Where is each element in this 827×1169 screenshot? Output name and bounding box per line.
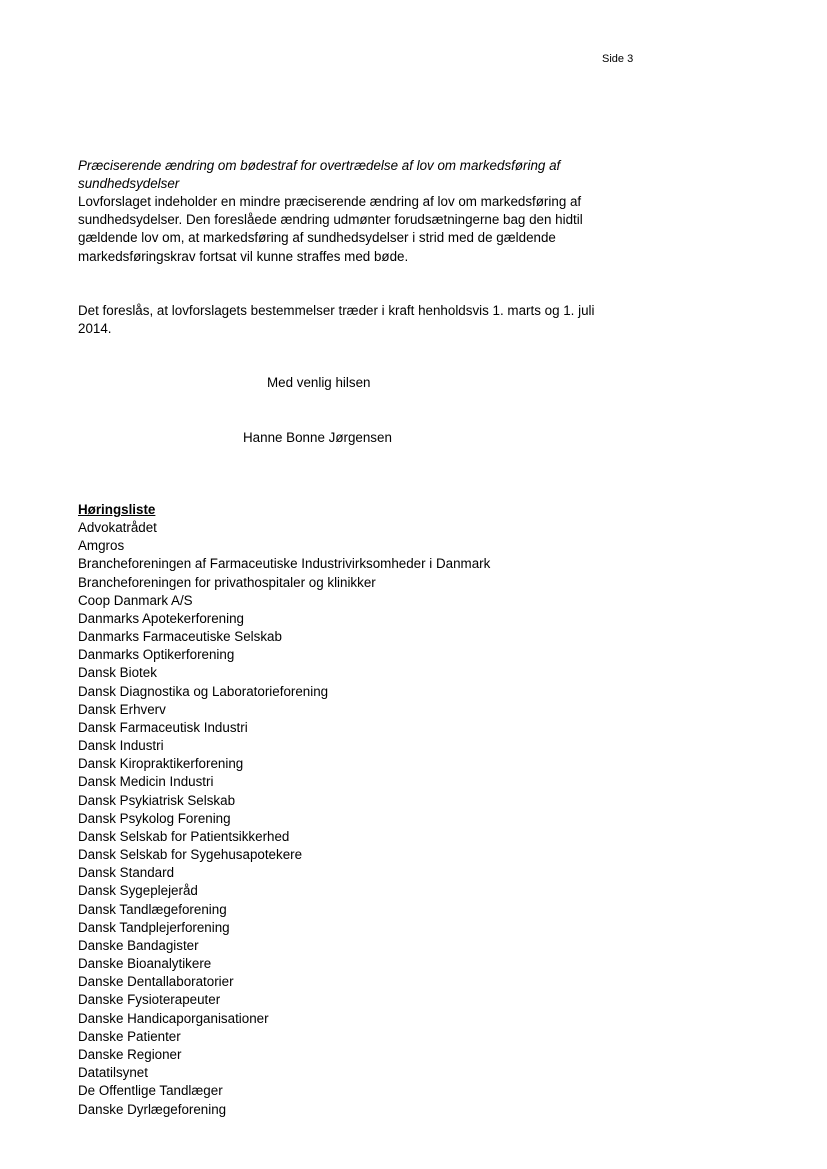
- hearing-list-item: Dansk Diagnostika og Laboratorieforening: [78, 683, 329, 699]
- hearing-list-item: Dansk Selskab for Sygehusapotekere: [78, 847, 303, 863]
- effective-date-paragraph: [78, 302, 598, 338]
- hearing-list-item: Coop Danmark A/S: [78, 592, 193, 608]
- effective-date-text: Det foreslås, at lovforslagets bestemmelser træder i kraft henholdsvis 1. marts og 1. juli 2014.: [78, 303, 595, 337]
- hearing-list-title: Høringsliste: [78, 502, 156, 517]
- hearing-list: [78, 519, 490, 1119]
- hearing-list-item: Dansk Farmaceutisk Industri: [78, 719, 248, 735]
- section-body: [78, 193, 598, 266]
- hearing-list-item: Danske Regioner: [78, 1046, 182, 1062]
- hearing-list-item: Brancheforeningen for privathospitaler og klinikker: [78, 574, 376, 590]
- hearing-list-item: Dansk Medicin Industri: [78, 774, 214, 790]
- hearing-list-item: Danske Dentallaboratorier: [78, 974, 234, 990]
- hearing-list-item: Dansk Sygeplejeråd: [78, 883, 198, 899]
- hearing-list-item: Dansk Standard: [78, 865, 175, 881]
- hearing-list-item: Amgros: [78, 538, 125, 554]
- signature-name: Hanne Bonne Jørgensen: [243, 430, 392, 445]
- section-heading: Præciserende ændring om bødestraf for overtrædelse af lov om markedsføring af sundhedsydelser: [78, 158, 561, 192]
- hearing-list-item: Danske Bioanalytikere: [78, 956, 212, 972]
- hearing-list-item: Danmarks Apotekerforening: [78, 610, 244, 626]
- hearing-list-item: Dansk Tandplejerforening: [78, 919, 230, 935]
- hearing-list-item: Danmarks Optikerforening: [78, 647, 235, 663]
- hearing-list-item: Brancheforeningen af Farmaceutiske Industrivirksomheder i Danmark: [78, 556, 491, 572]
- hearing-list-item: Dansk Tandlægeforening: [78, 901, 227, 917]
- hearing-list-item: Danske Bandagister: [78, 937, 199, 953]
- hearing-list-item: Danske Handicaporganisationer: [78, 1010, 269, 1026]
- hearing-list-item: Dansk Psykolog Forening: [78, 810, 231, 826]
- hearing-list-item: Dansk Selskab for Patientsikkerhed: [78, 828, 290, 844]
- hearing-list-item: Danske Patienter: [78, 1028, 181, 1044]
- hearing-list-item: Danmarks Farmaceutiske Selskab: [78, 629, 282, 645]
- hearing-list-item: Danske Fysioterapeuter: [78, 992, 221, 1008]
- hearing-list-item: Advokatrådet: [78, 520, 157, 535]
- hearing-list-item: Danske Dyrlægeforening: [78, 1101, 227, 1117]
- hearing-list-item: Dansk Psykiatrisk Selskab: [78, 792, 236, 808]
- hearing-list-item: Dansk Biotek: [78, 665, 157, 681]
- section-body-text: Lovforslaget indeholder en mindre præciserende ændring af lov om markedsføring af sundhedsydelser. Den foreslåede ændring udmønter forudsætningerne bag den hidtil gældende lov om, at markedsføring af sundhedsydelser i strid med de gældende markedsføringskrav fortsat vil kunne straffes med bøde.: [78, 194, 583, 264]
- hearing-list-item: Dansk Industri: [78, 738, 164, 754]
- hearing-list-item: Datatilsynet: [78, 1065, 148, 1081]
- hearing-list-item: De Offentlige Tandlæger: [78, 1083, 223, 1099]
- page-number: Side 3: [602, 53, 634, 65]
- closing-greeting: Med venlig hilsen: [267, 375, 371, 390]
- hearing-list-item: Dansk Erhverv: [78, 701, 166, 717]
- hearing-list-item: Dansk Kiropraktikerforening: [78, 756, 244, 772]
